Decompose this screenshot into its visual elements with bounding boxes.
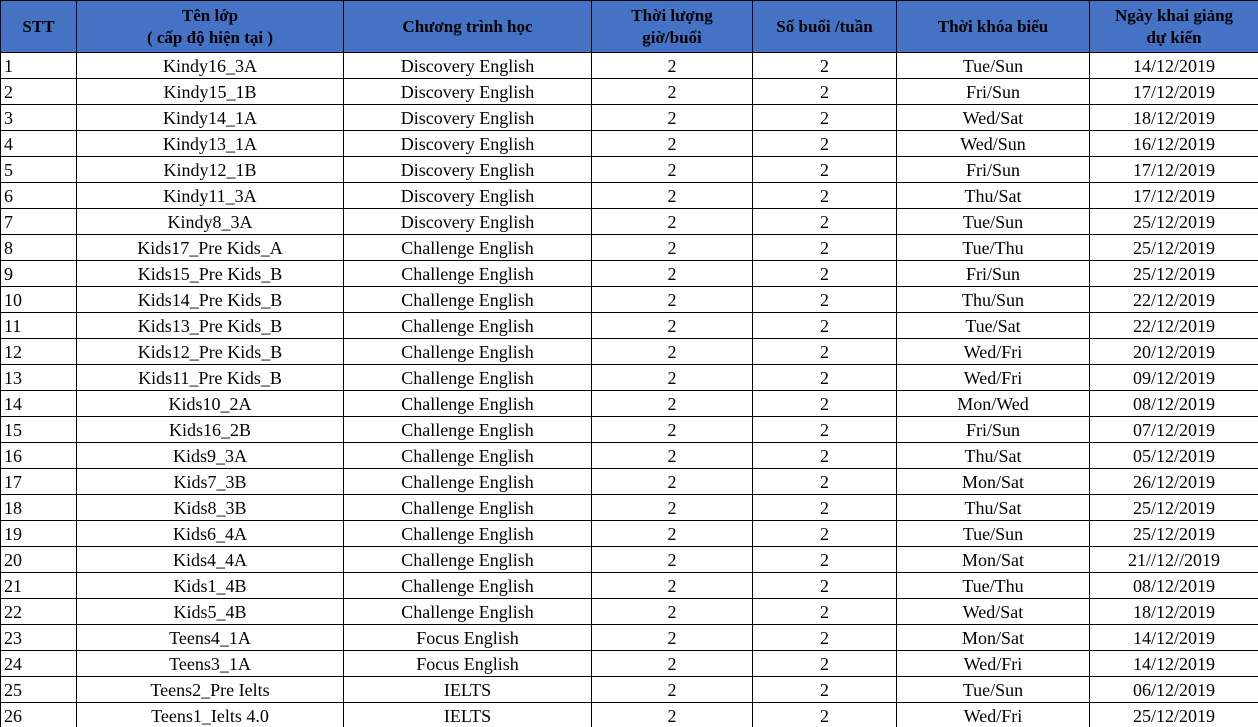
cell-start-date: 05/12/2019 (1090, 443, 1258, 469)
header-class-name-line2: ( cấp độ hiện tại ) (146, 27, 274, 47)
cell-program: Challenge English (344, 573, 592, 599)
cell-sessions: 2 (753, 651, 897, 677)
cell-program: Challenge English (344, 599, 592, 625)
cell-hours: 2 (592, 469, 753, 495)
table-row (1, 391, 1258, 417)
cell-program: Challenge English (344, 547, 592, 573)
cell-start-date: 07/12/2019 (1090, 417, 1258, 443)
cell-hours: 2 (592, 417, 753, 443)
cell-start-date: 14/12/2019 (1090, 625, 1258, 651)
cell-start-date: 18/12/2019 (1090, 105, 1258, 131)
table-row (1, 703, 1258, 727)
cell-class-name: Kids1_4B (77, 573, 344, 599)
cell-hours: 2 (592, 703, 753, 727)
cell-schedule: Thu/Sun (897, 287, 1090, 313)
cell-start-date: 22/12/2019 (1090, 287, 1258, 313)
table-body (1, 53, 1258, 727)
table-row (1, 495, 1258, 521)
cell-program: Discovery English (344, 53, 592, 79)
header-sessions: Số buổi /tuần (753, 1, 897, 53)
table-row (1, 625, 1258, 651)
cell-sessions: 2 (753, 53, 897, 79)
cell-schedule: Mon/Sat (897, 547, 1090, 573)
cell-start-date: 08/12/2019 (1090, 573, 1258, 599)
table-header (1, 1, 1258, 53)
cell-start-date: 18/12/2019 (1090, 599, 1258, 625)
cell-stt: 14 (1, 391, 77, 417)
cell-stt: 6 (1, 183, 77, 209)
table-row (1, 547, 1258, 573)
cell-stt: 18 (1, 495, 77, 521)
cell-hours: 2 (592, 339, 753, 365)
cell-program: Challenge English (344, 469, 592, 495)
cell-class-name: Kindy8_3A (77, 209, 344, 235)
cell-schedule: Thu/Sat (897, 443, 1090, 469)
cell-program: Focus English (344, 625, 592, 651)
cell-start-date: 25/12/2019 (1090, 209, 1258, 235)
cell-sessions: 2 (753, 131, 897, 157)
table-row (1, 105, 1258, 131)
cell-program: Challenge English (344, 495, 592, 521)
cell-stt: 12 (1, 339, 77, 365)
cell-start-date: 17/12/2019 (1090, 157, 1258, 183)
cell-schedule: Fri/Sun (897, 79, 1090, 105)
cell-hours: 2 (592, 573, 753, 599)
cell-sessions: 2 (753, 495, 897, 521)
cell-schedule: Wed/Sun (897, 131, 1090, 157)
cell-hours: 2 (592, 599, 753, 625)
table-row (1, 131, 1258, 157)
cell-start-date: 22/12/2019 (1090, 313, 1258, 339)
table-row (1, 599, 1258, 625)
cell-class-name: Kindy14_1A (77, 105, 344, 131)
cell-class-name: Kids7_3B (77, 469, 344, 495)
cell-program: Challenge English (344, 339, 592, 365)
cell-class-name: Kids4_4A (77, 547, 344, 573)
cell-stt: 16 (1, 443, 77, 469)
cell-sessions: 2 (753, 235, 897, 261)
cell-class-name: Teens3_1A (77, 651, 344, 677)
cell-program: Challenge English (344, 235, 592, 261)
header-class-name-line1: Tên lớp (181, 5, 239, 25)
cell-schedule: Tue/Sat (897, 313, 1090, 339)
cell-hours: 2 (592, 651, 753, 677)
cell-stt: 26 (1, 703, 77, 727)
cell-program: Discovery English (344, 131, 592, 157)
table-row (1, 157, 1258, 183)
cell-start-date: 14/12/2019 (1090, 651, 1258, 677)
cell-sessions: 2 (753, 105, 897, 131)
cell-stt: 23 (1, 625, 77, 651)
cell-schedule: Thu/Sat (897, 495, 1090, 521)
cell-sessions: 2 (753, 443, 897, 469)
cell-sessions: 2 (753, 157, 897, 183)
cell-hours: 2 (592, 235, 753, 261)
cell-sessions: 2 (753, 573, 897, 599)
cell-schedule: Tue/Thu (897, 573, 1090, 599)
cell-start-date: 25/12/2019 (1090, 495, 1258, 521)
header-row (1, 1, 1258, 53)
cell-start-date: 25/12/2019 (1090, 235, 1258, 261)
cell-schedule: Tue/Thu (897, 235, 1090, 261)
cell-class-name: Kids12_Pre Kids_B (77, 339, 344, 365)
cell-program: Challenge English (344, 313, 592, 339)
cell-sessions: 2 (753, 469, 897, 495)
cell-start-date: 09/12/2019 (1090, 365, 1258, 391)
cell-hours: 2 (592, 183, 753, 209)
table-row (1, 521, 1258, 547)
header-start-date-line2: dự kiến (1146, 27, 1202, 47)
cell-sessions: 2 (753, 625, 897, 651)
cell-schedule: Wed/Sat (897, 105, 1090, 131)
cell-class-name: Kids16_2B (77, 417, 344, 443)
header-schedule: Thời khóa biểu (897, 1, 1090, 53)
cell-sessions: 2 (753, 183, 897, 209)
cell-start-date: 06/12/2019 (1090, 677, 1258, 703)
table-row (1, 677, 1258, 703)
cell-stt: 20 (1, 547, 77, 573)
cell-class-name: Kids14_Pre Kids_B (77, 287, 344, 313)
cell-program: Discovery English (344, 209, 592, 235)
cell-class-name: Teens1_Ielts 4.0 (77, 703, 344, 727)
cell-stt: 2 (1, 79, 77, 105)
cell-class-name: Kindy11_3A (77, 183, 344, 209)
table-row (1, 261, 1258, 287)
table-row (1, 339, 1258, 365)
cell-hours: 2 (592, 53, 753, 79)
cell-schedule: Fri/Sun (897, 261, 1090, 287)
cell-stt: 7 (1, 209, 77, 235)
cell-stt: 13 (1, 365, 77, 391)
cell-class-name: Kids13_Pre Kids_B (77, 313, 344, 339)
cell-sessions: 2 (753, 365, 897, 391)
table-row (1, 287, 1258, 313)
cell-hours: 2 (592, 261, 753, 287)
cell-hours: 2 (592, 443, 753, 469)
cell-hours: 2 (592, 131, 753, 157)
cell-start-date: 17/12/2019 (1090, 183, 1258, 209)
cell-hours: 2 (592, 365, 753, 391)
header-stt: STT (1, 1, 77, 53)
cell-schedule: Tue/Sun (897, 209, 1090, 235)
cell-schedule: Mon/Wed (897, 391, 1090, 417)
table-row (1, 365, 1258, 391)
cell-sessions: 2 (753, 339, 897, 365)
cell-start-date: 14/12/2019 (1090, 53, 1258, 79)
cell-sessions: 2 (753, 417, 897, 443)
cell-start-date: 16/12/2019 (1090, 131, 1258, 157)
cell-start-date: 21//12//2019 (1090, 547, 1258, 573)
cell-schedule: Fri/Sun (897, 417, 1090, 443)
cell-stt: 4 (1, 131, 77, 157)
header-duration-line2: giờ/buổi (642, 27, 702, 47)
cell-hours: 2 (592, 313, 753, 339)
cell-stt: 1 (1, 53, 77, 79)
table-row (1, 183, 1258, 209)
cell-hours: 2 (592, 209, 753, 235)
cell-sessions: 2 (753, 677, 897, 703)
cell-start-date: 20/12/2019 (1090, 339, 1258, 365)
header-start-date (1090, 1, 1258, 53)
cell-start-date: 17/12/2019 (1090, 79, 1258, 105)
cell-class-name: Kindy15_1B (77, 79, 344, 105)
cell-program: Challenge English (344, 365, 592, 391)
cell-program: Discovery English (344, 105, 592, 131)
table-row (1, 313, 1258, 339)
cell-program: Discovery English (344, 79, 592, 105)
cell-class-name: Kids6_4A (77, 521, 344, 547)
cell-class-name: Teens4_1A (77, 625, 344, 651)
cell-stt: 24 (1, 651, 77, 677)
cell-schedule: Wed/Fri (897, 339, 1090, 365)
table-row (1, 651, 1258, 677)
cell-sessions: 2 (753, 521, 897, 547)
cell-hours: 2 (592, 547, 753, 573)
cell-schedule: Mon/Sat (897, 625, 1090, 651)
header-start-date-line1: Ngày khai giảng (1114, 5, 1234, 25)
cell-class-name: Kindy13_1A (77, 131, 344, 157)
cell-class-name: Teens2_Pre Ielts (77, 677, 344, 703)
cell-stt: 15 (1, 417, 77, 443)
table-row (1, 209, 1258, 235)
cell-sessions: 2 (753, 261, 897, 287)
cell-program: Challenge English (344, 417, 592, 443)
cell-sessions: 2 (753, 287, 897, 313)
cell-schedule: Wed/Fri (897, 365, 1090, 391)
cell-stt: 8 (1, 235, 77, 261)
cell-program: Focus English (344, 651, 592, 677)
table-row (1, 573, 1258, 599)
cell-program: Challenge English (344, 391, 592, 417)
cell-class-name: Kids10_2A (77, 391, 344, 417)
cell-program: Discovery English (344, 183, 592, 209)
cell-sessions: 2 (753, 599, 897, 625)
cell-stt: 25 (1, 677, 77, 703)
cell-start-date: 25/12/2019 (1090, 703, 1258, 727)
table-row (1, 79, 1258, 105)
table-row (1, 443, 1258, 469)
table-row (1, 235, 1258, 261)
header-class-name (77, 1, 344, 53)
cell-class-name: Kids15_Pre Kids_B (77, 261, 344, 287)
cell-program: IELTS (344, 677, 592, 703)
cell-program: Challenge English (344, 521, 592, 547)
cell-class-name: Kindy12_1B (77, 157, 344, 183)
cell-program: Challenge English (344, 261, 592, 287)
cell-class-name: Kindy16_3A (77, 53, 344, 79)
cell-class-name: Kids9_3A (77, 443, 344, 469)
cell-hours: 2 (592, 495, 753, 521)
cell-hours: 2 (592, 105, 753, 131)
cell-sessions: 2 (753, 391, 897, 417)
cell-class-name: Kids11_Pre Kids_B (77, 365, 344, 391)
cell-stt: 11 (1, 313, 77, 339)
cell-hours: 2 (592, 157, 753, 183)
cell-hours: 2 (592, 391, 753, 417)
cell-sessions: 2 (753, 209, 897, 235)
cell-stt: 10 (1, 287, 77, 313)
header-duration-line1: Thời lượng (631, 5, 713, 25)
cell-stt: 17 (1, 469, 77, 495)
cell-program: Discovery English (344, 157, 592, 183)
cell-class-name: Kids17_Pre Kids_A (77, 235, 344, 261)
cell-start-date: 08/12/2019 (1090, 391, 1258, 417)
cell-class-name: Kids5_4B (77, 599, 344, 625)
table-row (1, 469, 1258, 495)
cell-sessions: 2 (753, 547, 897, 573)
cell-stt: 21 (1, 573, 77, 599)
cell-stt: 9 (1, 261, 77, 287)
cell-sessions: 2 (753, 313, 897, 339)
cell-schedule: Wed/Fri (897, 703, 1090, 727)
cell-program: Challenge English (344, 443, 592, 469)
cell-start-date: 25/12/2019 (1090, 521, 1258, 547)
header-program: Chương trình học (344, 1, 592, 53)
table-row (1, 53, 1258, 79)
cell-schedule: Wed/Fri (897, 651, 1090, 677)
cell-schedule: Tue/Sun (897, 677, 1090, 703)
cell-hours: 2 (592, 287, 753, 313)
cell-sessions: 2 (753, 79, 897, 105)
cell-schedule: Wed/Sat (897, 599, 1090, 625)
cell-schedule: Thu/Sat (897, 183, 1090, 209)
cell-stt: 3 (1, 105, 77, 131)
cell-program: Challenge English (344, 287, 592, 313)
cell-schedule: Fri/Sun (897, 157, 1090, 183)
header-duration (592, 1, 753, 53)
cell-program: IELTS (344, 703, 592, 727)
cell-hours: 2 (592, 521, 753, 547)
cell-start-date: 25/12/2019 (1090, 261, 1258, 287)
cell-class-name: Kids8_3B (77, 495, 344, 521)
cell-sessions: 2 (753, 703, 897, 727)
table-row (1, 417, 1258, 443)
cell-schedule: Tue/Sun (897, 521, 1090, 547)
cell-hours: 2 (592, 79, 753, 105)
cell-start-date: 26/12/2019 (1090, 469, 1258, 495)
cell-schedule: Tue/Sun (897, 53, 1090, 79)
cell-stt: 19 (1, 521, 77, 547)
cell-hours: 2 (592, 625, 753, 651)
cell-hours: 2 (592, 677, 753, 703)
cell-stt: 5 (1, 157, 77, 183)
cell-schedule: Mon/Sat (897, 469, 1090, 495)
cell-stt: 22 (1, 599, 77, 625)
